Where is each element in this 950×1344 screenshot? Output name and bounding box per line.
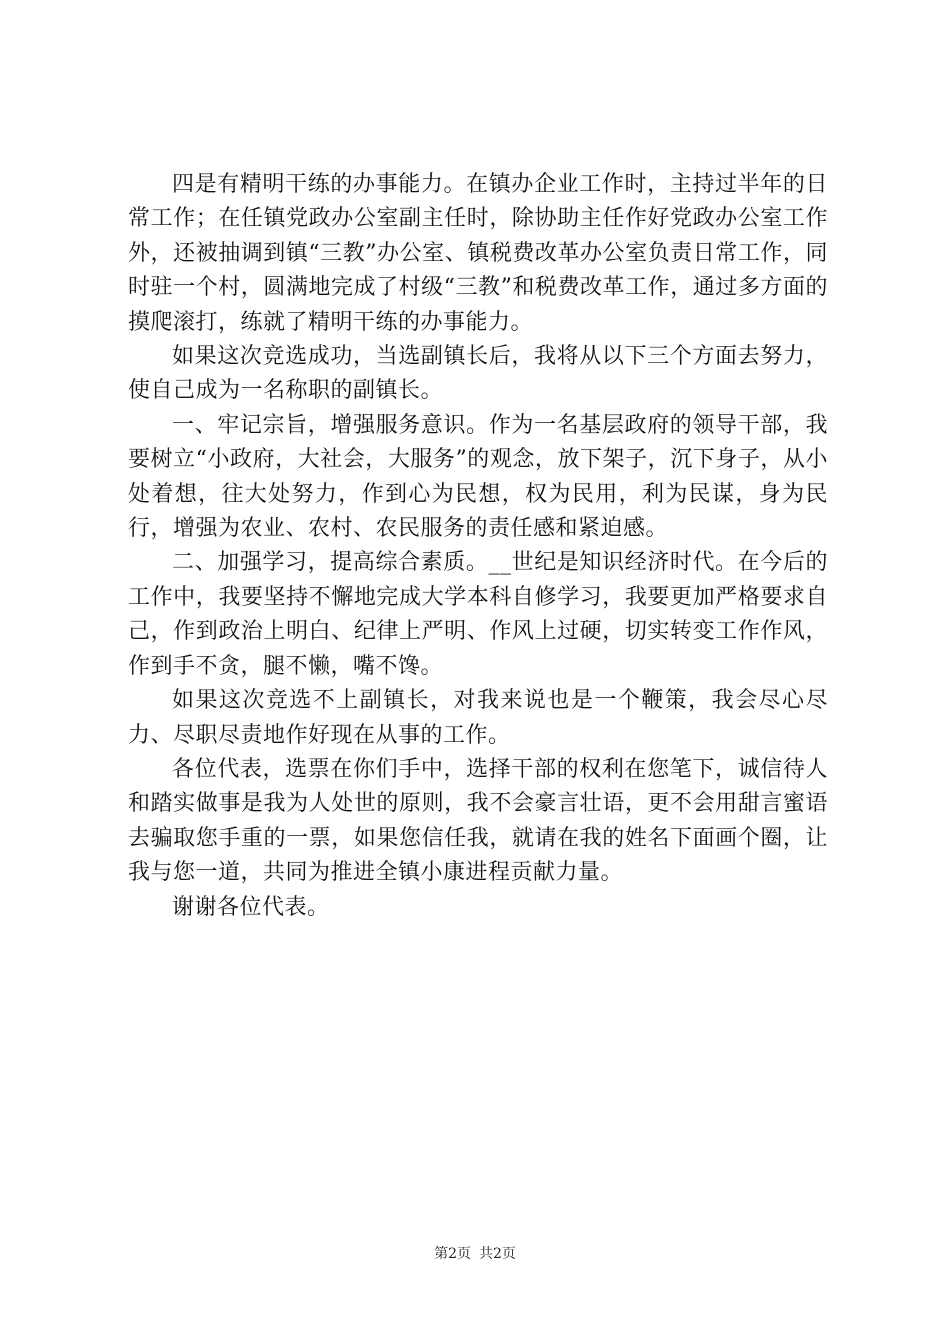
page-footer (0, 1244, 950, 1264)
paragraph-if-elected: 如果这次竞选成功，当选副镇长后，我将从以下三个方面去努力，使自己成为一名称职的副镇长。 (128, 344, 828, 404)
page-number: 第2页 (434, 1246, 471, 1262)
paragraph-service-awareness: 一、牢记宗旨，增强服务意识。作为一名基层政府的领导干部，我要树立“小政府，大社会，大服务”的观念，放下架子，沉下身子，从小处着想，往大处努力，作到心为民想，权为民用，利为民谋，身为民行，增强为农业、农村、农民服务的责任感和紧迫感。 (128, 412, 828, 542)
page-total: 共2页 (479, 1246, 516, 1262)
paragraph-if-not-elected: 如果这次竞选不上副镇长，对我来说也是一个鞭策，我会尽心尽力、尽职尽责地作好现在从事的工作。 (128, 688, 828, 748)
paragraph-study: 二、加强学习，提高综合素质。__世纪是知识经济时代。在今后的工作中，我要坚持不懈地完成大学本科自修学习，我要更加严格要求自己，作到政治上明白、纪律上严明、作风上过硬，切实转变工作作风，作到手不贪，腿不懒，嘴不馋。 (128, 550, 828, 679)
document-body (128, 168, 828, 925)
paragraph-ability: 四是有精明干练的办事能力。在镇办企业工作时，主持过半年的日常工作；在任镇党政办公室副主任时，除协助主任作好党政办公室工作外，还被抽调到镇“三教”办公室、镇税费改革办公室负责日常工作，同时驻一个村，圆满地完成了村级“三教”和税费改革工作，通过多方面的摸爬滚打，练就了精明干练的办事能力。 (128, 172, 828, 335)
paragraph-appeal: 各位代表，选票在你们手中，选择干部的权利在您笔下，诚信待人和踏实做事是我为人处世的原则，我不会豪言壮语，更不会用甜言蜜语去骗取您手重的一票，如果您信任我，就请在我的姓名下面画个圈，让我与您一道，共同为推进全镇小康进程贡献力量。 (128, 756, 828, 886)
paragraph-thanks: 谢谢各位代表。 (172, 894, 330, 920)
